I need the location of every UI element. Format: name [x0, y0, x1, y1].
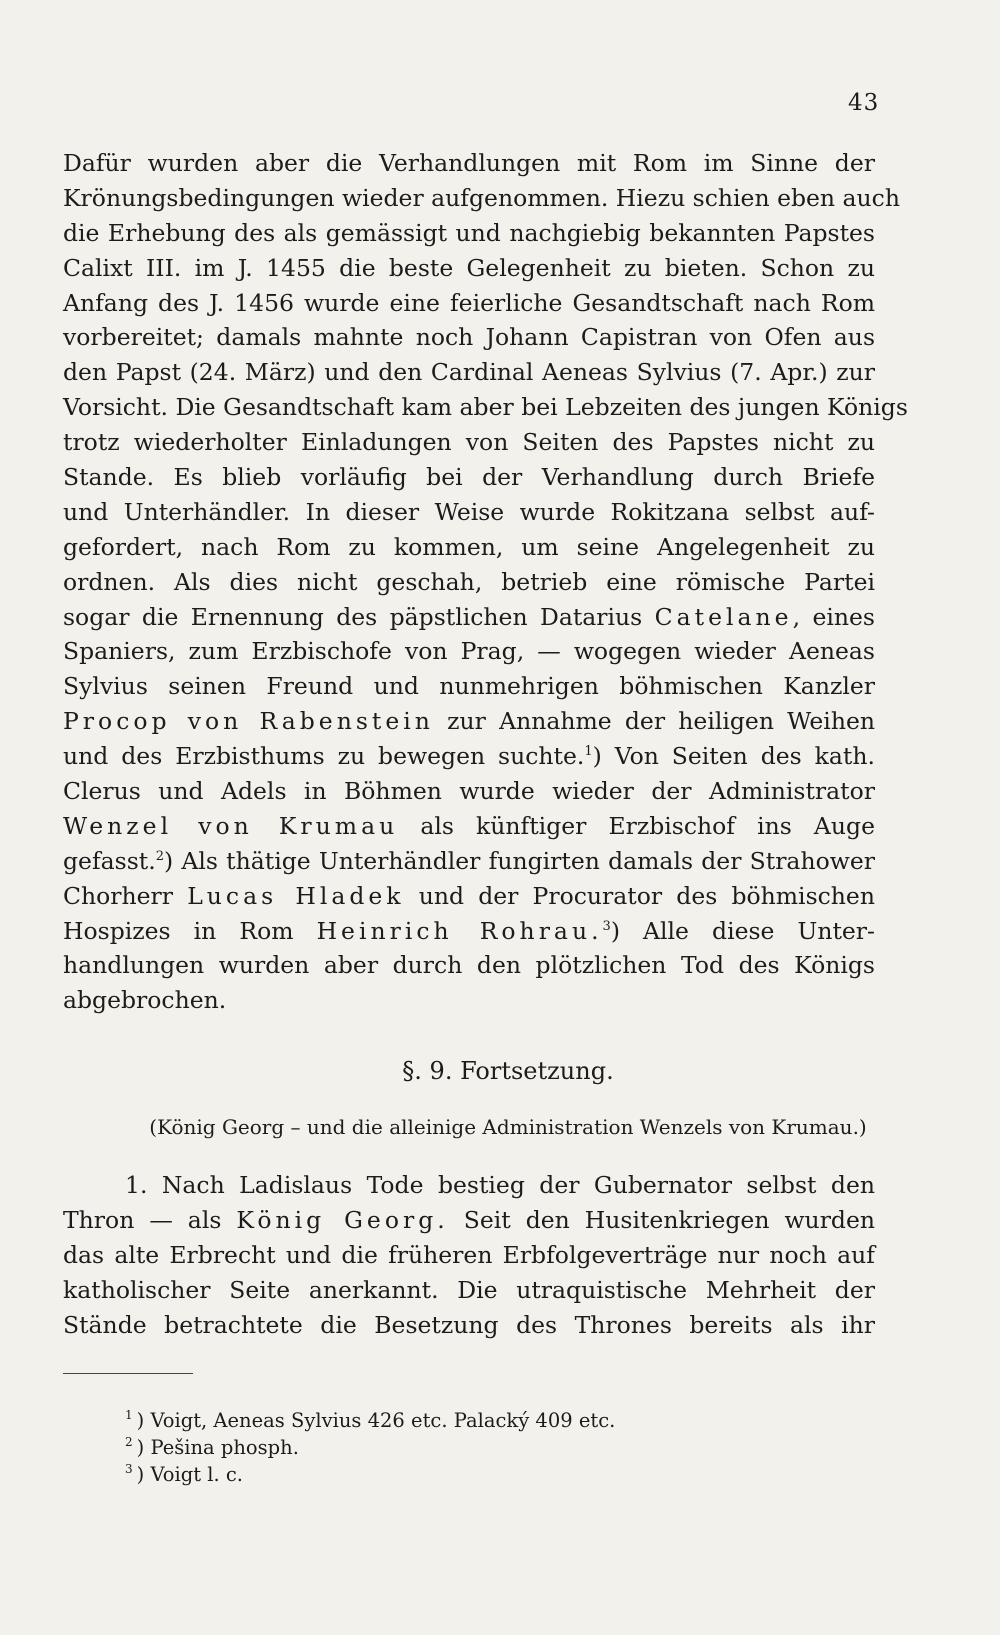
text-line: Stande. Es blieb vorläufig bei der Verhandlung durch Briefe: [63, 463, 875, 492]
footnote: [125, 1407, 615, 1434]
text-line: gefordert, nach Rom zu kommen, um seine Angelegenheit zu: [63, 532, 875, 561]
text-span: als künftiger Erzbischof ins Auge: [420, 811, 875, 840]
text-line: trotz wiederholter Einladungen von Seiten des Papstes nicht zu: [63, 428, 875, 457]
footnote-text: ) Pešina phosph.: [136, 1436, 299, 1459]
text-line: Spaniers, zum Erzbischofe von Prag, — wogegen wieder Aeneas: [63, 637, 875, 666]
text-line: katholischer Seite anerkannt. Die utraquistische Mehrheit der: [63, 1275, 875, 1304]
text-span: Seit den Husitenkriegen wurden: [463, 1205, 876, 1234]
text-line: [63, 739, 875, 774]
text-line: Stände betrachtete die Besetzung des Thrones bereits als ihr: [63, 1310, 875, 1339]
text-line: [63, 1203, 875, 1238]
text-line: [63, 914, 875, 949]
text-span: Hospizes in Rom: [63, 916, 294, 945]
text-span: gefasst.: [63, 846, 156, 875]
footnote-ref: 1: [584, 744, 593, 760]
text-span: ) Von Seiten des kath.: [592, 742, 875, 771]
text-line: Vorsicht. Die Gesandtschaft kam aber bei Lebzeiten des jungen Königs: [63, 393, 908, 422]
text-line: vorbereitet; damals mahnte noch Johann Capistran von Ofen aus: [63, 323, 875, 352]
text-line: abgebrochen.: [63, 986, 227, 1015]
footnote-mark: 2: [125, 1435, 133, 1449]
text-line: Anfang des J. 1456 wurde eine feierliche Gesandtschaft nach Rom: [63, 288, 875, 317]
footnote: [125, 1461, 615, 1488]
footnote: [125, 1434, 615, 1461]
section-heading: §. 9. Fortsetzung.: [402, 1057, 614, 1085]
text-span: und des Erzbisthums zu bewegen suchte.: [63, 742, 585, 771]
footnote-ref: 2: [155, 848, 164, 864]
section-subheading: (König Georg – und die alleinige Administration Wenzels von Krumau.): [149, 1115, 867, 1139]
text-line: [63, 704, 875, 739]
text-line: handlungen wurden aber durch den plötzlichen Tod des Königs: [63, 951, 875, 980]
page-number: 43: [848, 90, 880, 116]
spaced-name: König Georg.: [236, 1205, 449, 1234]
spaced-name: Heinrich Rohrau.: [316, 916, 603, 945]
spaced-name: Lucas Hladek: [187, 881, 405, 910]
text-span: sogar die Ernennung des päpstlichen Datarius: [63, 602, 643, 631]
text-line: und Unterhändler. In dieser Weise wurde Rokitzana selbst auf-: [63, 497, 875, 526]
footnote-ref: 3: [602, 918, 611, 934]
text-span: ) Als thätige Unterhändler fungirten damals der Strahower: [163, 846, 875, 875]
text-line: [63, 879, 875, 914]
spaced-name: Procop von Rabenstein: [63, 707, 434, 736]
text-line: Calixt III. im J. 1455 die beste Gelegenheit zu bieten. Schon zu: [63, 253, 875, 282]
footnote-text: ) Voigt, Aeneas Sylvius 426 etc. Palacký 409 etc.: [136, 1409, 616, 1432]
footnotes: [125, 1407, 615, 1488]
text-span: , eines: [792, 602, 875, 631]
paragraph-continued: [63, 1168, 875, 1342]
footnote-divider: [63, 1373, 193, 1374]
spaced-name: Wenzel von Krumau: [63, 811, 399, 840]
text-line: die Erhebung des als gemässigt und nachgiebig bekannten Papstes: [63, 218, 875, 247]
text-span: ) Alle diese Unter-: [610, 916, 875, 945]
footnote-mark: 3: [125, 1462, 133, 1476]
text-line: Sylvius seinen Freund und nunmehrigen böhmischen Kanzler: [63, 672, 875, 701]
text-line: das alte Erbrecht und die früheren Erbfolgeverträge nur noch auf: [63, 1240, 875, 1269]
text-line: [63, 844, 875, 879]
footnote-mark: 1: [125, 1408, 133, 1422]
paragraph-main: [63, 146, 908, 1018]
text-line: 1. Nach Ladislaus Tode bestieg der Gubernator selbst den: [125, 1171, 875, 1199]
text-span: Thron — als: [63, 1205, 222, 1234]
spaced-name: Catelane: [654, 602, 793, 631]
footnote-text: ) Voigt l. c.: [136, 1463, 243, 1486]
text-line: ordnen. Als dies nicht geschah, betrieb eine römische Partei: [63, 567, 875, 596]
text-span: Chorherr: [63, 881, 174, 910]
text-line: Krönungsbedingungen wieder aufgenommen. Hiezu schien eben auch: [63, 183, 900, 212]
text-line: den Papst (24. März) und den Cardinal Aeneas Sylvius (7. Apr.) zur: [63, 358, 875, 387]
text-span: zur Annahme der heiligen Weihen: [447, 707, 876, 736]
text-line: [63, 809, 875, 844]
text-line: [63, 600, 875, 635]
text-line: Clerus und Adels in Böhmen wurde wieder der Administrator: [63, 777, 875, 806]
text-line: Dafür wurden aber die Verhandlungen mit Rom im Sinne der: [63, 149, 875, 177]
text-span: und der Procurator des böhmischen: [418, 881, 875, 910]
